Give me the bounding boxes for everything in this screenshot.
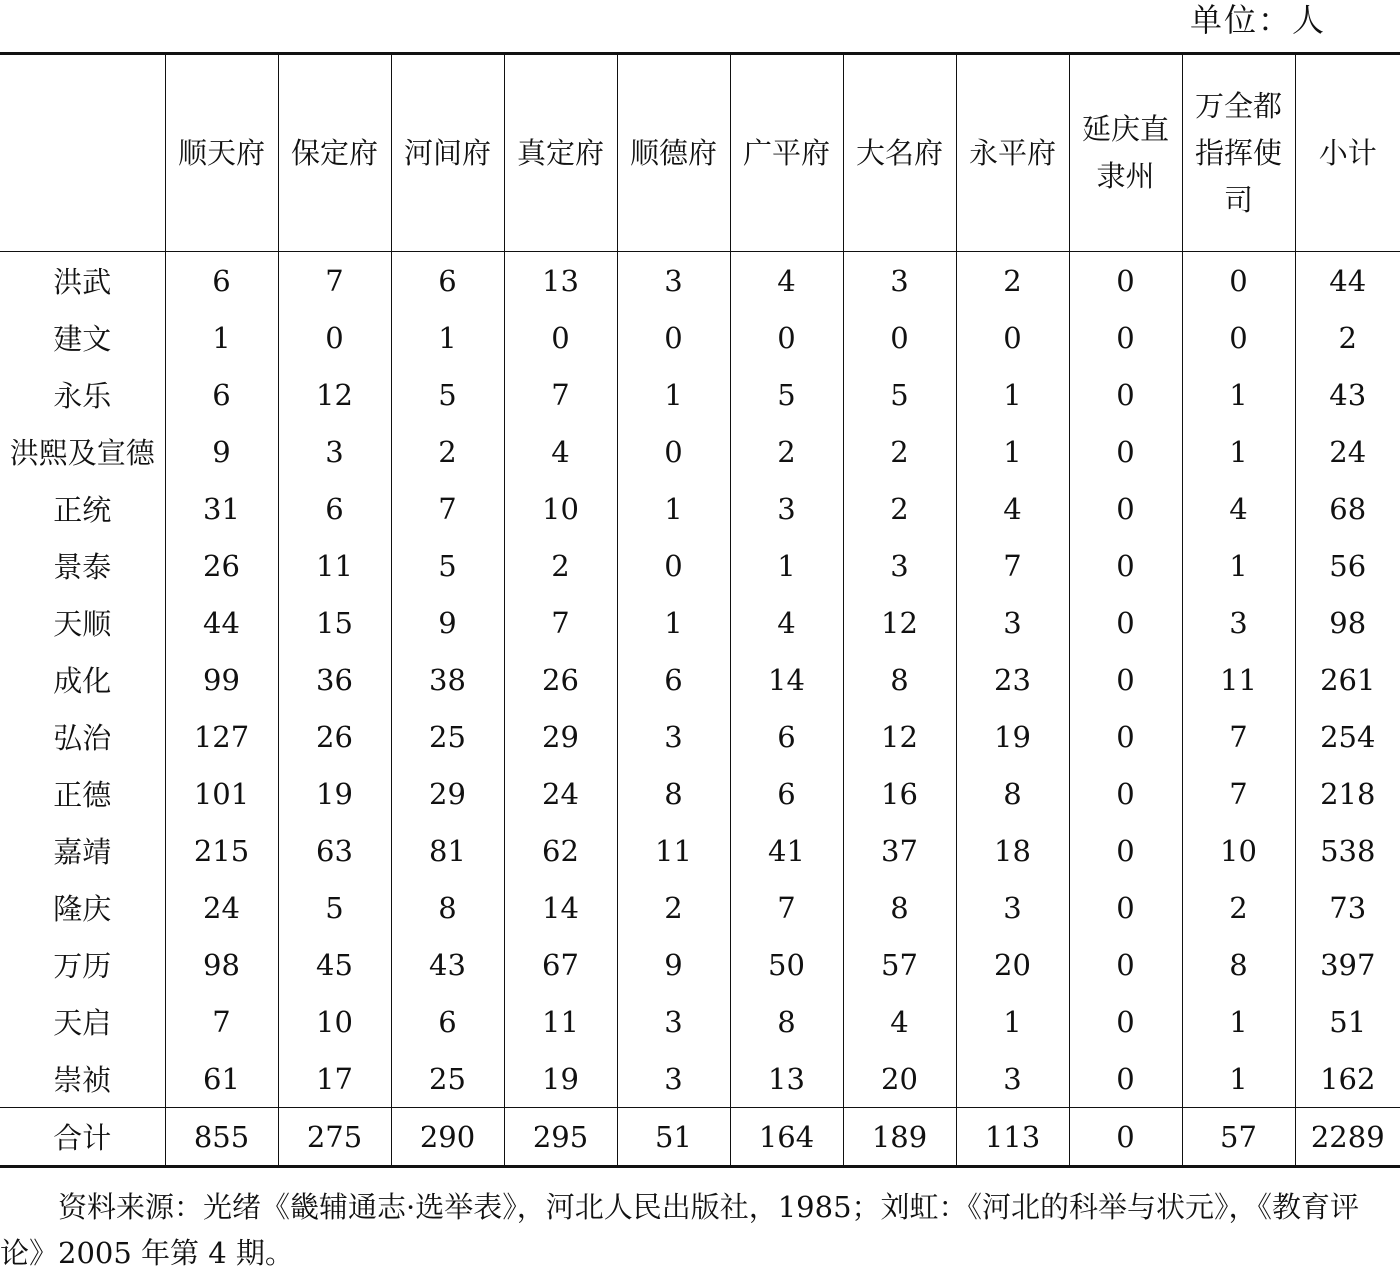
table-cell: 10 (278, 993, 391, 1050)
table-cell: 1 (1182, 537, 1295, 594)
table-cell: 6 (391, 252, 504, 310)
table-cell: 3 (956, 879, 1069, 936)
table-cell: 44 (165, 594, 278, 651)
table-cell: 6 (617, 651, 730, 708)
table-row (0, 936, 1400, 993)
table-cell: 162 (1295, 1050, 1400, 1108)
table-cell: 99 (165, 651, 278, 708)
table-cell: 62 (504, 822, 617, 879)
table-cell: 43 (1295, 366, 1400, 423)
total-cell: 51 (617, 1108, 730, 1167)
table-cell: 0 (1069, 423, 1182, 480)
total-label: 合计 (53, 1121, 112, 1155)
table-cell: 45 (278, 936, 391, 993)
header-corner-cell (0, 54, 165, 252)
table-cell: 0 (1069, 822, 1182, 879)
table-cell: 101 (165, 765, 278, 822)
table-cell: 7 (1182, 708, 1295, 765)
table-cell: 12 (843, 594, 956, 651)
column-header: 顺德府 (617, 54, 730, 252)
data-table (0, 52, 1400, 1168)
table-cell: 31 (165, 480, 278, 537)
table-header (0, 54, 1400, 252)
column-header: 万全都指挥使司 (1182, 54, 1295, 252)
table-cell: 7 (391, 480, 504, 537)
table-cell: 3 (617, 252, 730, 310)
table-cell: 15 (278, 594, 391, 651)
table-cell: 1 (391, 309, 504, 366)
table-cell: 14 (730, 651, 843, 708)
table-cell: 6 (165, 366, 278, 423)
column-header: 延庆直隶州 (1069, 54, 1182, 252)
table-cell: 1 (1182, 1050, 1295, 1108)
row-label: 崇祯 (53, 1063, 112, 1097)
table-cell: 10 (1182, 822, 1295, 879)
table-cell: 0 (1069, 537, 1182, 594)
table-cell: 4 (730, 594, 843, 651)
table-cell: 0 (278, 309, 391, 366)
row-label: 景泰 (53, 550, 112, 584)
table-cell: 24 (1295, 423, 1400, 480)
table-cell: 13 (730, 1050, 843, 1108)
table-row (0, 765, 1400, 822)
table-cell: 3 (956, 1050, 1069, 1108)
table-cell: 7 (504, 366, 617, 423)
table-cell: 3 (843, 252, 956, 310)
row-label: 成化 (53, 664, 112, 698)
table-cell: 1 (1182, 366, 1295, 423)
row-label: 正统 (53, 493, 112, 527)
row-label: 天顺 (53, 607, 112, 641)
table-cell: 127 (165, 708, 278, 765)
table-cell: 2 (843, 480, 956, 537)
table-cell: 218 (1295, 765, 1400, 822)
table-cell: 19 (504, 1050, 617, 1108)
table-cell: 3 (843, 537, 956, 594)
table-cell: 0 (1182, 309, 1295, 366)
table-cell: 0 (730, 309, 843, 366)
table-cell: 43 (391, 936, 504, 993)
table-cell: 2 (504, 537, 617, 594)
table-cell: 17 (278, 1050, 391, 1108)
table-cell: 26 (165, 537, 278, 594)
table-cell: 16 (843, 765, 956, 822)
table-cell: 5 (278, 879, 391, 936)
row-label: 洪熙及宣德 (9, 436, 155, 470)
table-cell: 1 (617, 594, 730, 651)
table-cell: 7 (504, 594, 617, 651)
table-cell: 81 (391, 822, 504, 879)
table-cell: 261 (1295, 651, 1400, 708)
table-cell: 5 (843, 366, 956, 423)
table-cell: 98 (165, 936, 278, 993)
table-cell: 8 (843, 651, 956, 708)
column-header: 真定府 (504, 54, 617, 252)
table-cell: 1 (730, 537, 843, 594)
row-label: 永乐 (53, 379, 112, 413)
table-cell: 51 (1295, 993, 1400, 1050)
table-cell: 63 (278, 822, 391, 879)
table-cell: 0 (617, 309, 730, 366)
table-cell: 8 (730, 993, 843, 1050)
table-cell: 2 (617, 879, 730, 936)
table-cell: 1 (956, 993, 1069, 1050)
table-cell: 7 (730, 879, 843, 936)
table-cell: 0 (1069, 651, 1182, 708)
total-cell: 275 (278, 1108, 391, 1167)
table-cell: 4 (1182, 480, 1295, 537)
table-row (0, 537, 1400, 594)
table-cell: 23 (956, 651, 1069, 708)
table-cell: 7 (1182, 765, 1295, 822)
table-row (0, 1050, 1400, 1108)
table-row (0, 879, 1400, 936)
table-cell: 3 (278, 423, 391, 480)
table-row (0, 480, 1400, 537)
table-cell: 68 (1295, 480, 1400, 537)
table-cell: 2 (391, 423, 504, 480)
table-row (0, 651, 1400, 708)
table-cell: 2 (1295, 309, 1400, 366)
column-header: 顺天府 (165, 54, 278, 252)
table-cell: 4 (504, 423, 617, 480)
table-cell: 3 (730, 480, 843, 537)
table-cell: 4 (956, 480, 1069, 537)
table-row (0, 366, 1400, 423)
table-cell: 11 (617, 822, 730, 879)
table-cell: 41 (730, 822, 843, 879)
table-cell: 50 (730, 936, 843, 993)
table-cell: 73 (1295, 879, 1400, 936)
table-body (0, 252, 1400, 1108)
table-cell: 0 (1069, 765, 1182, 822)
table-cell: 0 (843, 309, 956, 366)
column-header: 广平府 (730, 54, 843, 252)
column-header: 小计 (1295, 54, 1400, 252)
table-cell: 98 (1295, 594, 1400, 651)
table-cell: 538 (1295, 822, 1400, 879)
table-cell: 0 (504, 309, 617, 366)
table-cell: 18 (956, 822, 1069, 879)
table-cell: 6 (730, 765, 843, 822)
table-cell: 5 (730, 366, 843, 423)
table-cell: 6 (165, 252, 278, 310)
table-cell: 0 (1069, 366, 1182, 423)
table-cell: 20 (843, 1050, 956, 1108)
table-cell: 56 (1295, 537, 1400, 594)
table-cell: 8 (956, 765, 1069, 822)
table-cell: 0 (1069, 936, 1182, 993)
table-cell: 25 (391, 1050, 504, 1108)
column-header: 河间府 (391, 54, 504, 252)
table-cell: 19 (278, 765, 391, 822)
table-cell: 20 (956, 936, 1069, 993)
table-cell: 29 (504, 708, 617, 765)
table-cell: 1 (956, 366, 1069, 423)
table-cell: 0 (1069, 252, 1182, 310)
table-row (0, 423, 1400, 480)
table-row (0, 993, 1400, 1050)
table-cell: 0 (956, 309, 1069, 366)
total-cell: 855 (165, 1108, 278, 1167)
table-cell: 36 (278, 651, 391, 708)
table-cell: 4 (730, 252, 843, 310)
table-cell: 6 (730, 708, 843, 765)
total-cell: 0 (1069, 1108, 1182, 1167)
table-cell: 5 (391, 537, 504, 594)
total-cell: 189 (843, 1108, 956, 1167)
table-cell: 8 (391, 879, 504, 936)
row-label: 嘉靖 (53, 835, 112, 869)
table-cell: 12 (278, 366, 391, 423)
table-cell: 44 (1295, 252, 1400, 310)
table-cell: 9 (617, 936, 730, 993)
table-cell: 2 (1182, 879, 1295, 936)
table-cell: 3 (617, 1050, 730, 1108)
table-cell: 24 (165, 879, 278, 936)
row-label: 建文 (53, 322, 112, 356)
column-header: 保定府 (278, 54, 391, 252)
total-cell: 164 (730, 1108, 843, 1167)
table-cell: 3 (617, 993, 730, 1050)
table-cell: 14 (504, 879, 617, 936)
table-cell: 37 (843, 822, 956, 879)
table-footer (0, 1108, 1400, 1167)
row-label: 隆庆 (53, 892, 112, 926)
table-cell: 0 (1182, 252, 1295, 310)
table-cell: 254 (1295, 708, 1400, 765)
table-cell: 2 (730, 423, 843, 480)
row-label: 弘治 (53, 721, 112, 755)
table-cell: 57 (843, 936, 956, 993)
table-cell: 10 (504, 480, 617, 537)
table-cell: 13 (504, 252, 617, 310)
table-cell: 6 (278, 480, 391, 537)
total-cell: 290 (391, 1108, 504, 1167)
row-label: 万历 (53, 949, 112, 983)
table-cell: 11 (278, 537, 391, 594)
table-cell: 7 (165, 993, 278, 1050)
table-cell: 5 (391, 366, 504, 423)
table-cell: 0 (1069, 309, 1182, 366)
column-header: 大名府 (843, 54, 956, 252)
column-header: 永平府 (956, 54, 1069, 252)
table-cell: 67 (504, 936, 617, 993)
total-cell: 2289 (1295, 1108, 1400, 1167)
table-row (0, 708, 1400, 765)
total-cell: 57 (1182, 1108, 1295, 1167)
table-cell: 8 (1182, 936, 1295, 993)
table-cell: 7 (278, 252, 391, 310)
unit-label: 单位：人 (1189, 1, 1326, 39)
table-row (0, 309, 1400, 366)
header-row (0, 54, 1400, 252)
table-cell: 1 (1182, 993, 1295, 1050)
row-label: 天启 (53, 1006, 112, 1040)
table-cell: 19 (956, 708, 1069, 765)
table-cell: 6 (391, 993, 504, 1050)
table-cell: 397 (1295, 936, 1400, 993)
table-cell: 24 (504, 765, 617, 822)
table-cell: 4 (843, 993, 956, 1050)
table-cell: 25 (391, 708, 504, 765)
table-cell: 11 (504, 993, 617, 1050)
total-row (0, 1108, 1400, 1167)
table-cell: 1 (956, 423, 1069, 480)
table-cell: 38 (391, 651, 504, 708)
table-cell: 0 (1069, 708, 1182, 765)
table-cell: 3 (1182, 594, 1295, 651)
table-cell: 0 (1069, 1050, 1182, 1108)
table-cell: 0 (1069, 993, 1182, 1050)
table-row (0, 822, 1400, 879)
table-cell: 0 (617, 537, 730, 594)
source-note: 资料来源：光绪《畿辅通志·选举表》，河北人民出版社，1985；刘虹：《河北的科举与状元》，《教育评论》2005 年第 4 期。 (0, 1190, 1360, 1270)
table-cell: 0 (1069, 879, 1182, 936)
table-cell: 8 (843, 879, 956, 936)
table-cell: 0 (1069, 594, 1182, 651)
table-cell: 2 (956, 252, 1069, 310)
table-cell: 11 (1182, 651, 1295, 708)
table-cell: 29 (391, 765, 504, 822)
table-cell: 0 (617, 423, 730, 480)
table-cell: 2 (843, 423, 956, 480)
table-cell: 26 (278, 708, 391, 765)
table-cell: 1 (165, 309, 278, 366)
table-cell: 1 (617, 366, 730, 423)
table-cell: 7 (956, 537, 1069, 594)
table-cell: 8 (617, 765, 730, 822)
table-cell: 0 (1069, 480, 1182, 537)
table-row (0, 594, 1400, 651)
table-row (0, 252, 1400, 310)
table-cell: 3 (956, 594, 1069, 651)
table-cell: 26 (504, 651, 617, 708)
table-cell: 3 (617, 708, 730, 765)
total-cell: 113 (956, 1108, 1069, 1167)
table-cell: 12 (843, 708, 956, 765)
row-label: 正德 (53, 778, 112, 812)
table-cell: 1 (617, 480, 730, 537)
total-cell: 295 (504, 1108, 617, 1167)
table-cell: 9 (391, 594, 504, 651)
table-cell: 61 (165, 1050, 278, 1108)
table-cell: 1 (1182, 423, 1295, 480)
row-label: 洪武 (53, 265, 112, 299)
table-cell: 215 (165, 822, 278, 879)
table-cell: 9 (165, 423, 278, 480)
